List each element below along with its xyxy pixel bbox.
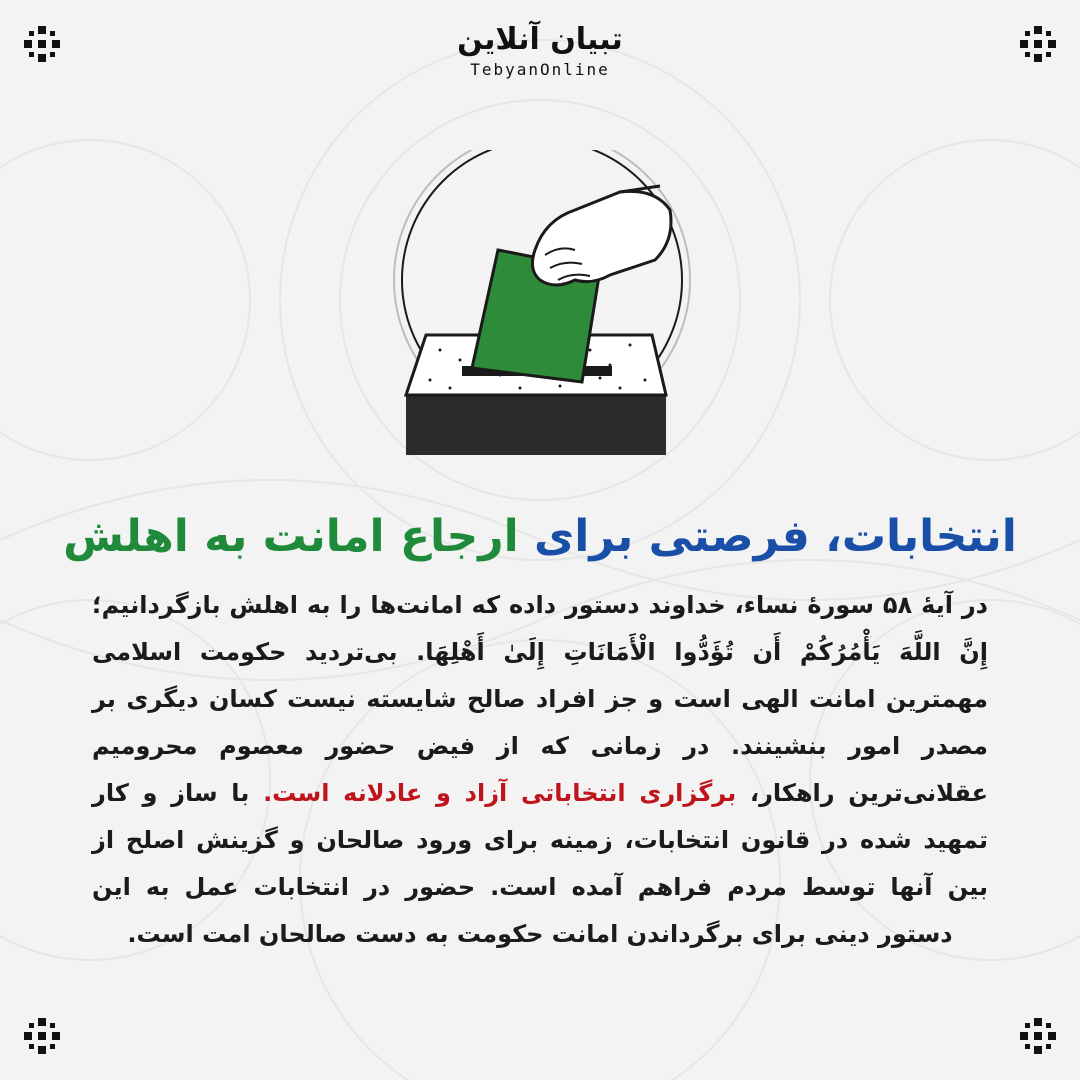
body-paragraph: [92, 582, 988, 958]
brand-name-fa: تبیان آنلاین: [457, 22, 623, 57]
corner-ornament-icon: [1020, 1018, 1056, 1054]
brand-name-en: TebyanOnline: [470, 60, 610, 79]
body-highlight: برگزاری انتخاباتی آزاد و عادلانه است.: [263, 779, 737, 807]
body-text-after: با ساز و کار تمهید شده در قانون انتخابات، زمینه برای ورود صالحان و گزینش اصلح از بین آنها توسط مردم فراهم آمده است. حضور در انتخابات عمل به این دستور دینی برای برگرداندن امانت حکومت به دست صالحان امت است.: [92, 779, 988, 948]
headline-part1: انتخابات، فرصتی: [648, 511, 1017, 562]
headline-part2: برای: [533, 511, 634, 562]
brand-logo: [0, 22, 1080, 79]
headline: [60, 505, 1020, 569]
ballot-box-icon: [370, 150, 710, 460]
headline-part3: ارجاع امانت به اهلش: [63, 511, 519, 562]
body-text-before: در آیهٔ ۵۸ سورهٔ نساء، خداوند دستور داده که امانت‌ها را به اهلش بازگردانیم؛ إِنَّ اللَّهَ يَأْمُرُكُمْ أَن تُؤَدُّوا الْأَمَانَاتِ إِلَىٰ أَهْلِهَا. بی‌تردید حکومت اسلامی مهمترین امانت الهی است و جز افراد صالح شایسته نیست کسان دیگری بر مصدر امور بنشینند. در زمانی که از فیض حضور معصوم محرومیم عقلانی‌ترین راهکار،: [92, 591, 989, 807]
corner-ornament-icon: [24, 1018, 60, 1054]
